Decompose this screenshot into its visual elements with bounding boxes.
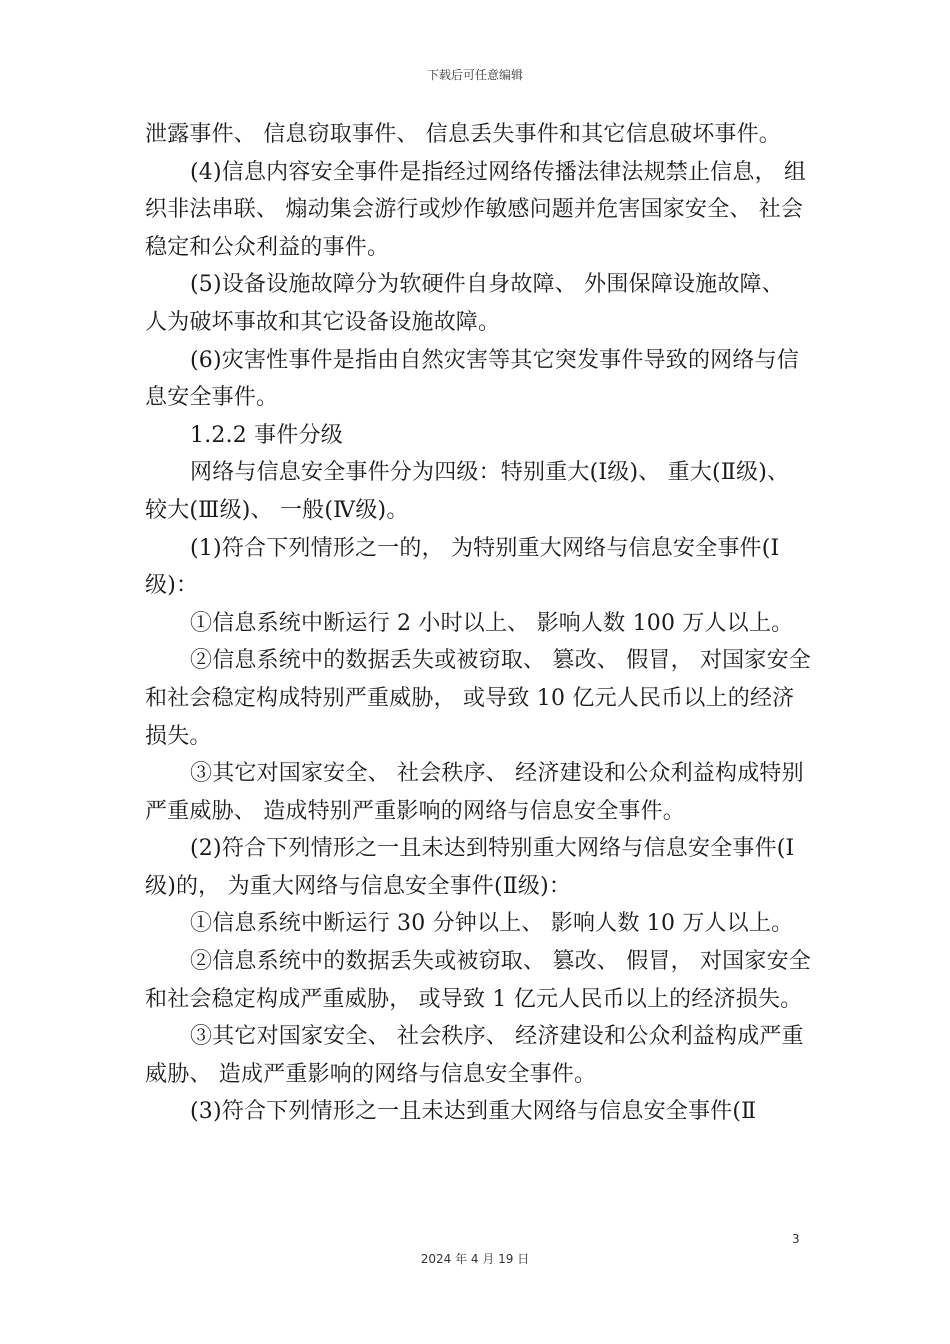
list-item: ①信息系统中断运行 30 分钟以上、 影响人数 10 万人以上。 <box>190 911 794 937</box>
paragraph: (6)灾害性事件是指由自然灾害等其它突发事件导致的网络与信息安全事件。 <box>145 347 799 411</box>
footer-date: 2024 年 4 月 19 日 <box>420 1252 530 1266</box>
page-header: 下载后可任意编辑 <box>426 68 523 82</box>
paragraph: (5)设备设施故障分为软硬件自身故障、 外围保障设施故障、 人为破坏事故和其它设备设施故障。 <box>145 272 792 335</box>
paragraph: (2)符合下列情形之一且未达到特别重大网络与信息安全事件(Ⅰ级)的， 为重大网络与信息安全事件(Ⅱ级)： <box>145 836 795 899</box>
document-body <box>145 116 813 1131</box>
paragraph: 泄露事件、 信息窃取事件、 信息丢失事件和其它信息破坏事件。 <box>145 122 781 147</box>
list-item: ②信息系统中的数据丢失或被窃取、 篡改、 假冒， 对国家安全和社会稳定构成严重威胁， 或导致 1 亿元人民币以上的经济损失。 <box>145 949 811 1012</box>
list-item: ③其它对国家安全、 社会秩序、 经济建设和公众利益构成特别严重威胁、 造成特别严重影响的网络与信息安全事件。 <box>145 761 804 824</box>
paragraph: (1)符合下列情形之一的， 为特别重大网络与信息安全事件(Ⅰ级)： <box>145 535 780 599</box>
paragraph: 网络与信息安全事件分为四级：特别重大(Ⅰ级)、 重大(Ⅱ级)、 较大(Ⅲ级)、 一般(Ⅳ级)。 <box>145 460 797 523</box>
section-heading: 1.2.2 事件分级 <box>190 422 343 448</box>
paragraph: (4)信息内容安全事件是指经过网络传播法律法规禁止信息， 组织非法串联、 煽动集会游行或炒作敏感问题并危害国家安全、 社会稳定和公众利益的事件。 <box>145 159 807 260</box>
list-item: ③其它对国家安全、 社会秩序、 经济建设和公众利益构成严重威胁、 造成严重影响的网络与信息安全事件。 <box>145 1024 804 1087</box>
page-number: 3 <box>792 1232 800 1246</box>
list-item: ②信息系统中的数据丢失或被窃取、 篡改、 假冒， 对国家安全和社会稳定构成特别严重威胁， 或导致 10 亿元人民币以上的经济损失。 <box>145 648 811 749</box>
list-item: ①信息系统中断运行 2 小时以上、 影响人数 100 万人以上。 <box>190 610 794 636</box>
paragraph: (3)符合下列情形之一且未达到重大网络与信息安全事件(Ⅱ <box>190 1099 757 1125</box>
